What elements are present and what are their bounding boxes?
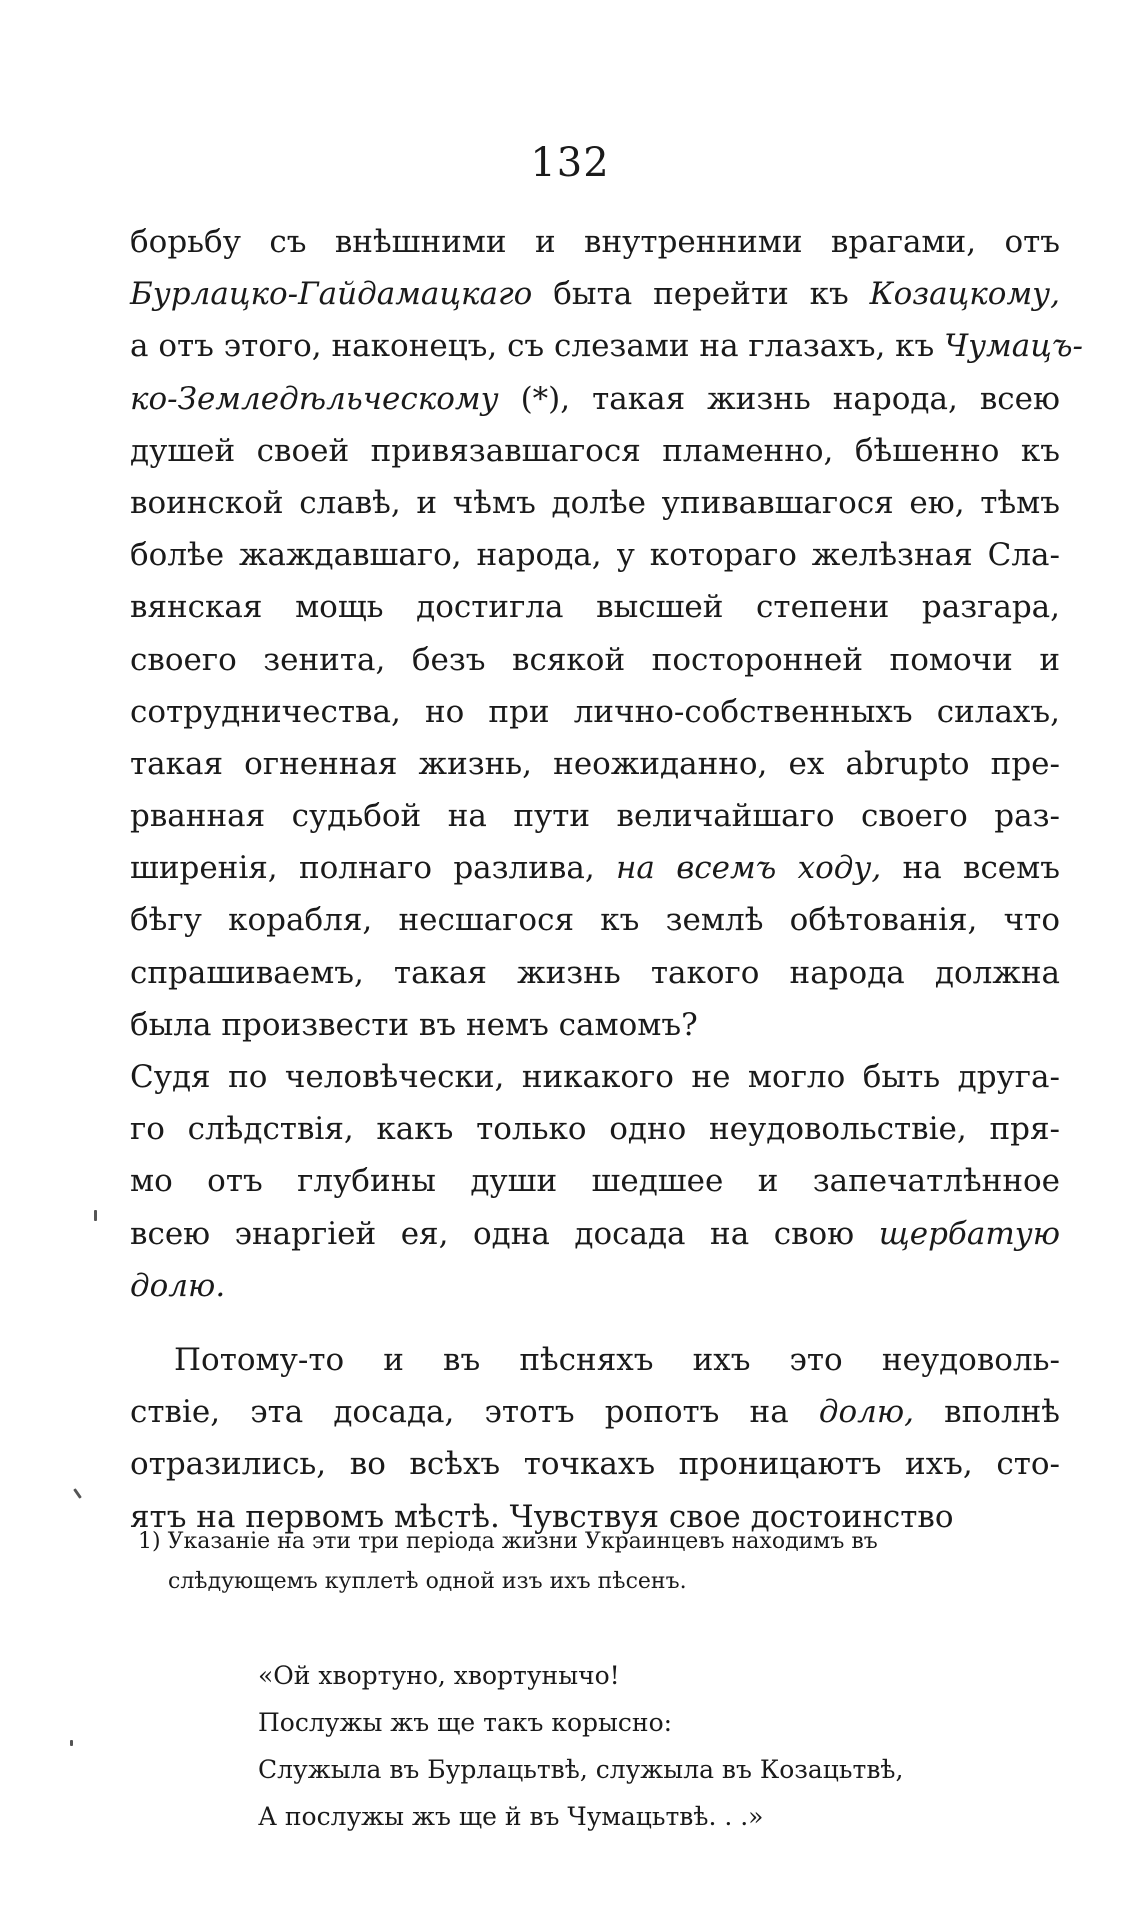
main-text [130, 216, 1084, 1543]
text-line [130, 1438, 1060, 1490]
text-run: вполнѣ [914, 1394, 1060, 1431]
text-line [130, 1334, 1060, 1386]
text-line [130, 1103, 1060, 1155]
text-run: своего зенита, безъ всякой посторонней помочи и [130, 641, 1060, 678]
text-run: ствіе, эта досада, этотъ ропотъ на [130, 1394, 819, 1431]
text-line [130, 947, 1060, 999]
text-line [130, 1208, 1060, 1260]
text-line [130, 1155, 1060, 1207]
scan-speck [73, 1488, 82, 1499]
paragraph-gap [130, 1312, 1060, 1334]
italic-phrase: долю. [130, 1267, 226, 1304]
text-run: болѣе жаждавшаго, народа, у котораго желѣзная Сла- [130, 537, 1060, 574]
text-line [130, 894, 1060, 946]
text-run: Судя по человѣчески, никакого не могло быть друга- [130, 1059, 1060, 1095]
italic-phrase: долю, [818, 1394, 915, 1431]
text-line [130, 320, 1084, 372]
text-run: быта перейти къ [532, 276, 870, 313]
italic-phrase: щербатую [878, 1215, 1060, 1252]
text-line [130, 477, 1060, 529]
scan-speck [94, 1210, 97, 1221]
text-line [130, 842, 1060, 894]
text-run: такая огненная жизнь, неожиданно, ex abrupto пре- [130, 745, 1060, 782]
footnote [138, 1522, 1058, 1602]
text-line [130, 1260, 1060, 1312]
text-run: бѣгу корабля, несшагося къ землѣ обѣтованія, что [130, 902, 1060, 939]
text-run: всею энаргіей ея, одна досада на свою [130, 1215, 879, 1252]
text-run: рванная судьбой на пути величайшаго своего раз- [130, 798, 1060, 835]
italic-phrase: ко-Земледѣльческому [130, 380, 499, 417]
text-line [130, 529, 1060, 581]
text-run: спрашиваемъ, такая жизнь такого народа должна [130, 954, 1060, 991]
text-run: мо отъ глубины души шедшее и запечатлѣнное [130, 1163, 1060, 1200]
text-line [130, 1051, 1060, 1103]
text-run: (*), такая жизнь народа, всею [498, 380, 1060, 417]
verse-line: Послужы жъ ще такъ корысно: [258, 1708, 673, 1737]
page-number: 132 [530, 140, 610, 186]
text-line [130, 738, 1060, 790]
paragraph-3 [130, 1334, 1060, 1543]
text-run: была произвести въ немъ самомъ? [130, 1006, 698, 1043]
text-line [130, 216, 1060, 268]
text-run: вянская мощь достигла высшей степени разгара, [130, 589, 1060, 626]
italic-phrase: Козацкому, [869, 276, 1060, 313]
text-line [130, 425, 1060, 477]
footnote-line: слѣдующемъ куплетѣ одной изъ ихъ пѣсенъ. [168, 1569, 687, 1594]
text-run: а отъ этого, наконецъ, съ слезами на глазахъ, къ [130, 328, 945, 365]
text-run: ширенія, полнаго разлива, [130, 850, 616, 887]
text-line [130, 999, 1060, 1051]
text-line [130, 581, 1060, 633]
text-run: ятъ на первомъ мѣстѣ. Чувствуя свое достоинство [130, 1498, 954, 1535]
text-run: душей своей привязавшагося пламенно, бѣшенно къ [130, 432, 1060, 469]
verse-line: «Ой хвортуно, хвортунычо! [258, 1661, 620, 1690]
text-run: на всемъ [881, 850, 1060, 887]
text-line [130, 373, 1060, 425]
italic-phrase: Бурлацко-Гайдамацкаго [130, 276, 533, 313]
text-line [130, 686, 1060, 738]
text-line [130, 1386, 1060, 1438]
text-line [130, 634, 1060, 686]
verse-line: Служыла въ Бурлацьтвѣ, служыла въ Козацьтвѣ, [258, 1755, 904, 1784]
scan-speck [70, 1740, 73, 1746]
text-run: борьбу съ внѣшними и внутренними врагами, отъ [130, 224, 1060, 260]
paragraph-1 [130, 216, 1084, 1051]
text-run: сотрудничества, но при лично-собственныхъ силахъ, [130, 693, 1060, 730]
italic-phrase: на всемъ ходу, [616, 850, 882, 887]
text-line [130, 790, 1060, 842]
text-run: го слѣдствія, какъ только одно неудовольствіе, пря- [130, 1111, 1060, 1148]
text-run: Потому-то и въ пѣсняхъ ихъ это неудоволь- [174, 1341, 1060, 1378]
verse-quote [258, 1652, 1018, 1840]
text-run: отразились, во всѣхъ точкахъ проницаютъ ихъ, сто- [130, 1446, 1060, 1483]
text-line [130, 268, 1060, 320]
verse-line: А послужы жъ ще й въ Чумацьтвѣ. . .» [258, 1802, 764, 1831]
text-run: воинской славѣ, и чѣмъ долѣе упивавшагося ею, тѣмъ [130, 484, 1060, 521]
footnote-line: 1) Указаніе на эти три періода жизни Украинцевъ находимъ въ [138, 1529, 878, 1554]
italic-phrase: Чумацъ- [944, 328, 1084, 365]
paragraph-2 [130, 1051, 1060, 1312]
